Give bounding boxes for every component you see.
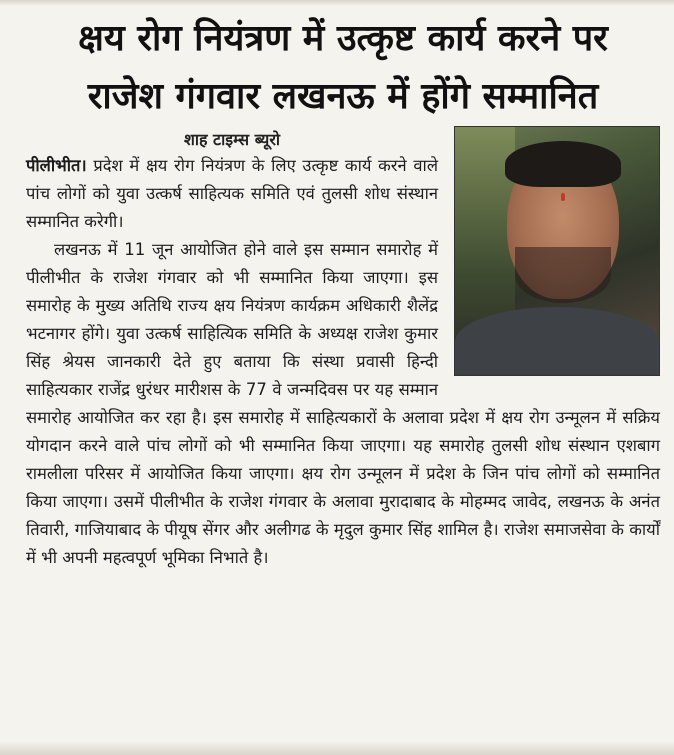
photo-tilak-mark — [561, 193, 565, 201]
portrait-photo — [454, 126, 660, 376]
article-body — [26, 128, 660, 572]
headline-line-2: राजेश गंगवार लखनऊ में होंगे सम्मानित — [87, 76, 599, 117]
clipping-top-edge — [0, 0, 674, 6]
headline — [26, 0, 660, 126]
byline: शाह टाइम्स ब्यूरो — [183, 130, 281, 149]
photo-beard — [515, 247, 611, 303]
paragraph-1-text: प्रदेश में क्षय रोग नियंत्रण के लिए उत्कृष्ट कार्य करने वाले पांच लोगों को युवा उत्कर्ष साहित्यक समिति एवं तुलसी शोध संस्थान सम्मानित करेगी। — [26, 156, 439, 231]
dateline: पीलीभीत। — [26, 156, 87, 175]
clipping-bottom-edge — [0, 741, 674, 755]
photo-shirt — [455, 307, 659, 376]
headline-line-1: क्षय रोग नियंत्रण में उत्कृष्ट कार्य करने पर — [78, 18, 608, 59]
photo-hair — [505, 141, 621, 187]
paragraph-2: लखनऊ में 11 जून आयोजित होने वाले इस सम्मान समारोह में पीलीभीत के राजेश गंगवार को भी सम्मानित किया जाएगा। इस समारोह के मुख्य अतिथि राज्य क्षय नियंत्रण कार्यक्रम अधिकारी शैलेंद्र भटनागर होंगे। युवा उत्कर्ष साहित्यिक समिति के अध्यक्ष राजेश कुमार सिंह श्रेयस जानकारी देते हुए बताया कि संस्था प्रवासी हिन्दी साहित्यकार राजेंद्र धुरंधर मारीशस के 77 वे जन्मदिवस पर यह सम्मान समारोह आयोजित कर रहा है। इस समारोह में साहित्यकारों के अलावा प्रदेश में क्षय रोग उन्मूलन में सक्रिय योगदान करने वाले पांच लोगों को भी सम्मानित किया जाएगा। यह समारोह तुलसी शोध संस्थान एशबाग रामलीला परिसर में आयोजित किया जाएगा। क्षय रोग उन्मूलन में प्रदेश के जिन पांच लोगों को सम्मानित किया जाएगा। उसमें पीलीभीत के राजेश गंगवार के अलावा मुरादाबाद के मोहम्मद जावेद, लखनऊ के अनंत तिवारी, गाजियाबाद के पीयूष सेंगर और अलीगढ के मृदुल कुमार सिंह शामिल है। राजेश समाजसेवा के कार्यों में भी अपनी महत्वपूर्ण भूमिका निभाते है। — [26, 240, 660, 567]
